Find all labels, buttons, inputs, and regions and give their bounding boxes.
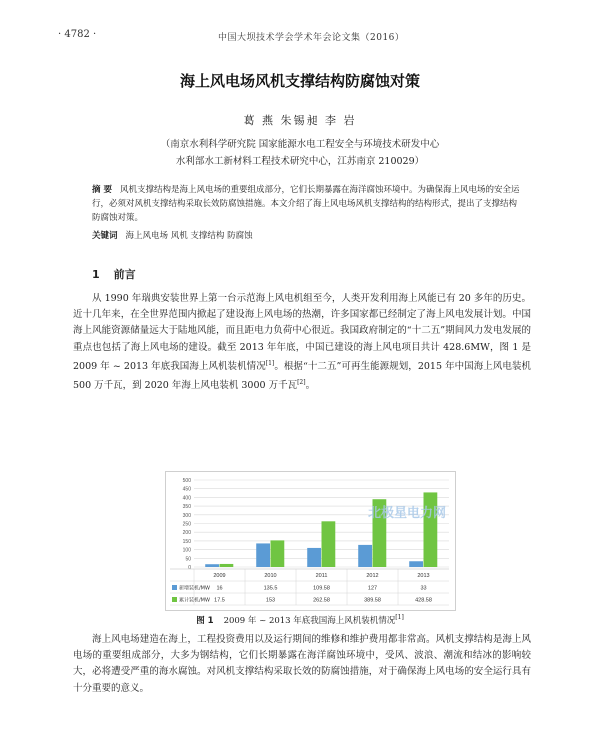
y-tick-label: 100 <box>182 547 191 554</box>
affiliation-line-1: （南京水利科学研究院 国家能源水电工程安全与环境技术研发中心 <box>160 139 440 150</box>
bar-chart <box>166 472 455 610</box>
para1-part-b: 。根据“十二五”可再生能源规划，2015 年中国海上风电装机 500 万千瓦，到 2020 年海上风电装机 3000 万千瓦 <box>73 360 531 392</box>
section-number: 1 <box>92 268 100 281</box>
affiliation-line-2: 水利部水工新材料工程技术研究中心，江苏南京 210029） <box>175 156 425 167</box>
x-tick-label: 2011 <box>315 573 328 579</box>
y-tick-label: 350 <box>182 504 191 511</box>
abstract-text: 风机支撑结构是海上风电场的重要组成部分，它们长期暴露在海洋腐蚀环境中。为确保海上风电场的安全运行，必须对风机支撑结构采取长效防腐蚀措施。本文介绍了海上风电场风机支撑结构的结构形式，提出了支撑结构防腐蚀对策。 <box>92 185 520 223</box>
y-tick-label: 150 <box>182 538 191 545</box>
watermark: 北极星电力网 <box>368 506 447 521</box>
y-tick-label: 400 <box>182 495 191 502</box>
x-tick-label: 2012 <box>366 573 379 579</box>
abstract <box>92 183 520 225</box>
section-title: 前言 <box>113 268 136 281</box>
authors: 葛 燕 朱锡昶 李 岩 <box>243 114 357 127</box>
bar-cumulative <box>271 540 285 567</box>
para1-part-a: 从 1990 年瑞典安装世界上第一台示范海上风电机组至今，人类开发利用海上风能已有 20 多年的历史。近十几年来，在全世界范围内掀起了建设海上风电场的热潮，许多国家都已经制定了海上风电发展计划。中国海上风能资源储量远大于陆地风能，而且距电力负荷中心很近。我国政府制定的“十二五”期间风力发电发展的重点也包括了海上风电场的建设。截至 2013 年年底，中国已建设的海上风电项目共计 428.6MW，图 1 是 2009 年 ~ 2013 年底我国海上风机装机情况 <box>73 293 531 372</box>
data-label: 33 <box>420 585 427 592</box>
data-label: 262.58 <box>313 597 330 604</box>
y-tick-label: 0 <box>188 565 191 571</box>
figure-label: 图 1 <box>196 616 214 626</box>
bar-cumulative <box>322 521 336 567</box>
section-heading <box>92 266 136 282</box>
data-label: 428.58 <box>415 597 432 604</box>
keywords <box>92 229 520 241</box>
data-label: 389.58 <box>364 597 381 604</box>
keywords-label: 关键词 <box>92 231 118 241</box>
keywords-text: 海上风电场 风机 支撑结构 防腐蚀 <box>125 231 253 241</box>
y-tick-label: 250 <box>182 521 191 528</box>
x-tick-label: 2013 <box>417 573 430 579</box>
data-label: 17.5 <box>214 597 225 604</box>
data-label: 153 <box>265 597 276 604</box>
journal-header: 中国大坝技术学会学术年会论文集（2016） <box>218 33 405 43</box>
citation: [1] <box>395 614 404 622</box>
page-number: · 4782 · <box>58 29 97 40</box>
y-tick-label: 450 <box>182 486 191 493</box>
bar-new <box>409 561 423 567</box>
bar-new <box>205 564 219 567</box>
data-label: 135.5 <box>263 585 278 592</box>
y-tick-label: 300 <box>182 512 191 519</box>
body-paragraph-1 <box>73 291 531 395</box>
data-label: 109.58 <box>313 585 330 592</box>
legend-label: 新增装机/MW <box>179 585 210 592</box>
y-tick-label: 200 <box>182 530 191 537</box>
body-paragraph-2: 海上风电场建造在海上，工程投资费用以及运行期间的维修和维护费用都非常高。风机支撑结构是海上风电场的重要组成部分，大多为钢结构，它们长期暴露在海洋腐蚀环境中，受风、波浪、潮流和结冰的影响较大，必将遭受严重的海水腐蚀。对风机支撑结构采取长效的防腐蚀措施，对于确保海上风电场的安全运行具有十分重要的意义。 <box>73 634 531 694</box>
bar-new <box>256 543 270 567</box>
legend-swatch <box>172 585 177 590</box>
bar-cumulative <box>220 564 234 567</box>
figure-1-chart <box>165 471 456 611</box>
legend-swatch <box>172 597 177 602</box>
x-tick-label: 2009 <box>213 573 226 579</box>
data-label: 127 <box>367 585 378 592</box>
y-tick-label: 500 <box>182 478 191 484</box>
citation: [2] <box>297 379 306 387</box>
legend-label: 累计装机/MW <box>179 597 210 604</box>
data-label: 16 <box>216 585 223 592</box>
y-tick-label: 50 <box>185 556 191 563</box>
figure-caption <box>0 614 600 626</box>
bar-new <box>358 545 372 567</box>
para1-part-c: 。 <box>305 380 316 392</box>
bar-new <box>307 548 321 567</box>
abstract-label: 摘 要 <box>92 185 112 195</box>
paper-title: 海上风电场风机支撑结构防腐蚀对策 <box>179 72 420 90</box>
x-tick-label: 2010 <box>264 573 277 579</box>
figure-caption-text: 2009 年 ~ 2013 年底我国海上风机装机情况 <box>223 616 396 626</box>
citation: [1] <box>265 359 275 367</box>
